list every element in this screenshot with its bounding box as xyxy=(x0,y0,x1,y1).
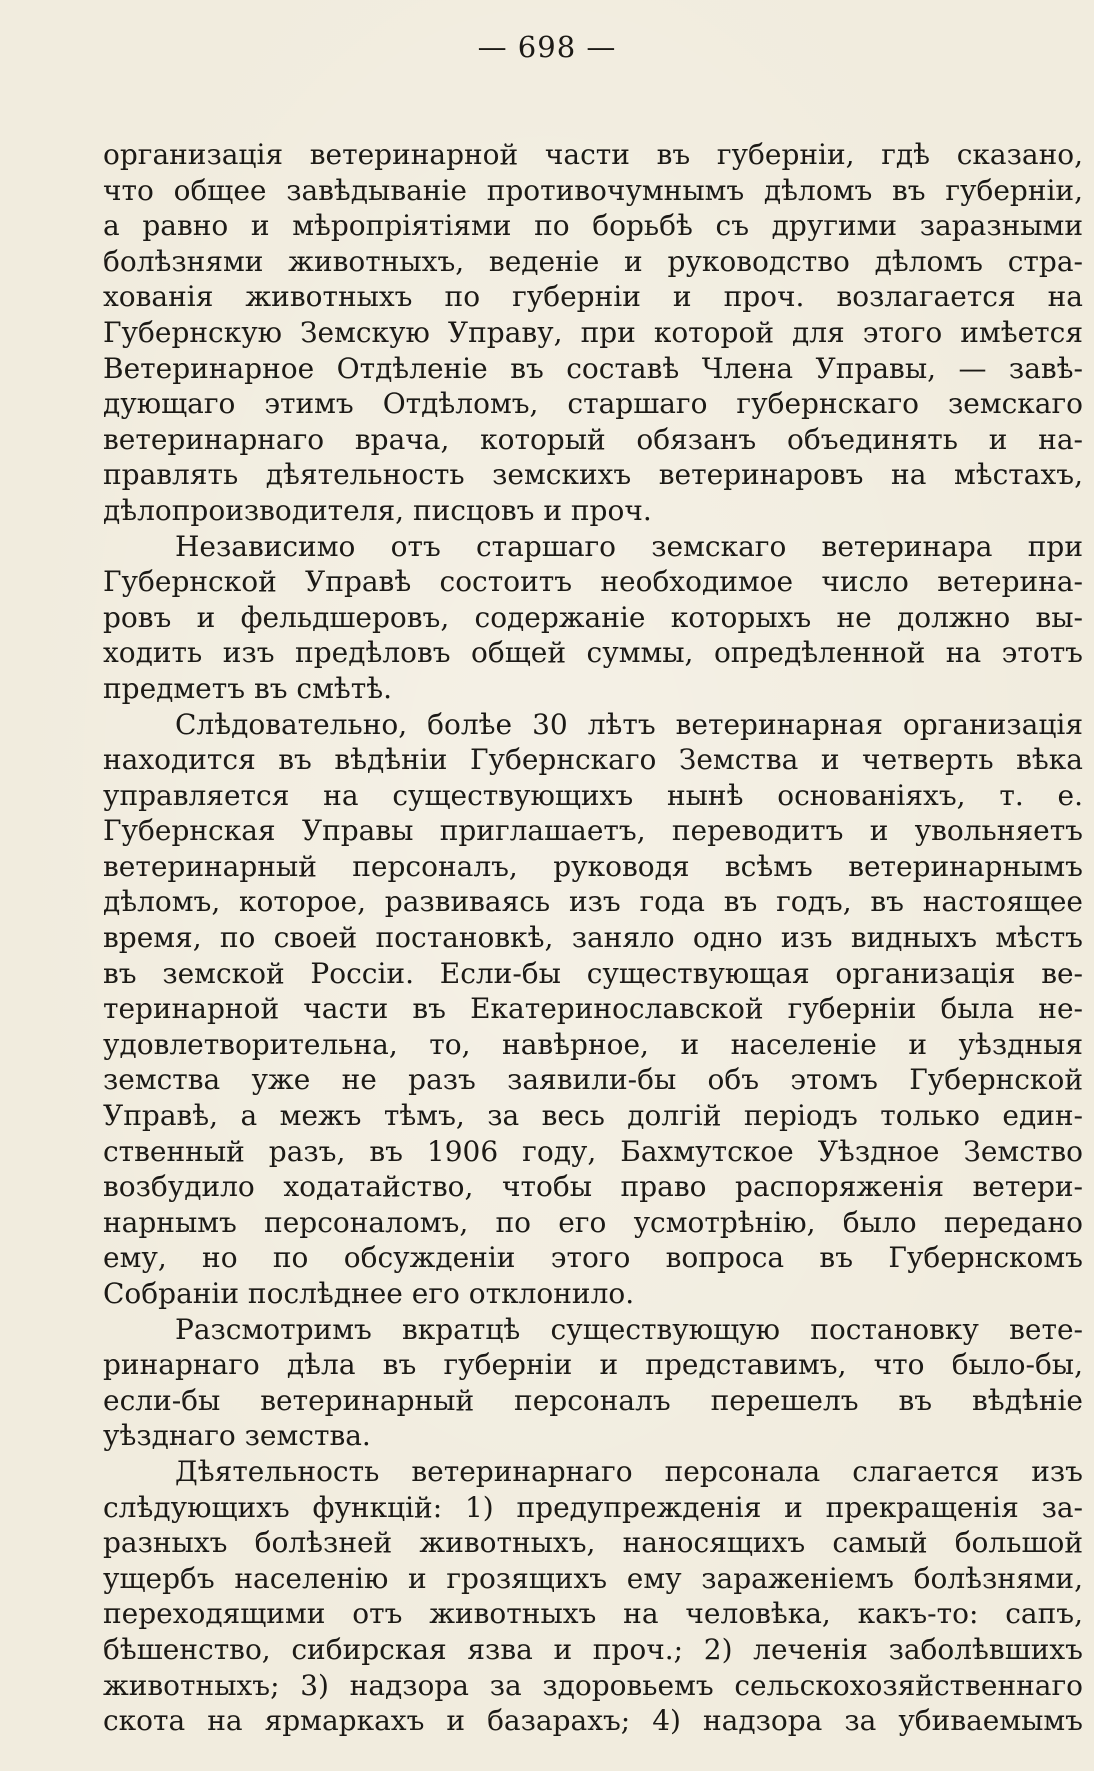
text-line: Управѣ, а межъ тѣмъ, за весь долгій періодъ только един- xyxy=(103,1099,1083,1133)
text-line: находится въ вѣдѣніи Губернскаго Земства и четверть вѣка xyxy=(103,743,1083,777)
text-line: удовлетворительна, то, навѣрное, и населеніе и уѣздныя xyxy=(103,1027,1083,1061)
text-line: Независимо отъ старшаго земскаго ветеринара при xyxy=(175,529,1083,563)
text-line: ственный разъ, въ 1906 году, Бахмутское Уѣздное Земство xyxy=(103,1134,1083,1168)
text-line: время, по своей постановкѣ, заняло одно изъ видныхъ мѣстъ xyxy=(103,921,1083,955)
text-line: дующаго этимъ Отдѣломъ, старшаго губернскаго земскаго xyxy=(103,387,1083,421)
text-line: ринарнаго дѣла въ губерніи и представимъ, что было-бы, xyxy=(103,1348,1083,1382)
text-line: переходящими отъ животныхъ на человѣка, какъ-то: сапъ, xyxy=(103,1597,1083,1631)
text-line: бѣшенство, сибирская язва и проч.; 2) леченія заболѣвшихъ xyxy=(103,1632,1083,1666)
text-line: дѣломъ, которое, развиваясь изъ года въ годъ, въ настоящее xyxy=(103,885,1083,919)
text-line: Дѣятельность ветеринарнаго персонала слагается изъ xyxy=(175,1454,1083,1488)
text-line: организація ветеринарной части въ губерніи, гдѣ сказано, xyxy=(103,138,1083,171)
text-line: управляется на существующихъ нынѣ основаніяхъ, т. е. xyxy=(103,778,1083,812)
text-line: предметъ въ смѣтѣ. xyxy=(103,671,393,705)
text-line: Ветеринарное Отдѣленіе въ составѣ Члена Управы, — завѣ- xyxy=(103,351,1083,385)
text-line: въ земской Россіи. Если-бы существующая организація ве- xyxy=(103,956,1083,990)
body-text xyxy=(103,137,1083,1739)
text-line: ходить изъ предѣловъ общей суммы, опредѣленной на этотъ xyxy=(103,636,1083,670)
text-line: Губернскую Земскую Управу, при которой для этого имѣется xyxy=(103,315,1083,349)
text-line: ущербъ населенію и грозящихъ ему зараженіемъ болѣзнями, xyxy=(103,1561,1083,1595)
text-line: болѣзнями животныхъ, веденіе и руководство дѣломъ стра- xyxy=(103,244,1083,278)
text-line: а равно и мѣропріятіями по борьбѣ съ другими заразными xyxy=(103,209,1083,243)
text-line: Слѣдовательно, болѣе 30 лѣтъ ветеринарная организація xyxy=(175,707,1083,741)
text-line: Губернская Управы приглашаетъ, переводитъ и увольняетъ xyxy=(103,814,1083,848)
text-line: правлять дѣятельность земскихъ ветеринаровъ на мѣстахъ, xyxy=(103,458,1083,492)
text-line: что общее завѣдываніе противочумнымъ дѣломъ въ губерніи, xyxy=(103,173,1083,207)
text-line: нарнымъ персоналомъ, по его усмотрѣнію, было передано xyxy=(103,1205,1083,1239)
text-line: ветеринарнаго врача, который обязанъ объединять и на- xyxy=(103,422,1083,456)
text-line: уѣзднаго земства. xyxy=(103,1419,371,1453)
text-line: скота на ярмаркахъ и базарахъ; 4) надзора за убиваемымъ xyxy=(103,1704,1083,1738)
text-line: Разсмотримъ вкратцѣ существующую постановку вете- xyxy=(175,1312,1083,1346)
text-line: разныхъ болѣзней животныхъ, наносящихъ самый большой xyxy=(103,1526,1083,1560)
text-line: ему, но по обсужденіи этого вопроса въ Губернскомъ xyxy=(103,1241,1083,1275)
page-number: — 698 — xyxy=(477,30,617,64)
text-line: если-бы ветеринарный персоналъ перешелъ въ вѣдѣніе xyxy=(103,1383,1083,1417)
text-line: Собраніи послѣднее его отклонило. xyxy=(103,1277,635,1310)
text-line: дѣлопроизводителя, писцовъ и проч. xyxy=(103,493,652,527)
text-line: земства уже не разъ заявили-бы объ этомъ Губернской xyxy=(103,1063,1083,1097)
text-line: ровъ и фельдшеровъ, содержаніе которыхъ не должно вы- xyxy=(103,600,1083,634)
text-line: животныхъ; 3) надзора за здоровьемъ сельскохозяйственнаго xyxy=(103,1668,1083,1702)
text-line: слѣдующихъ функцій: 1) предупрежденія и прекращенія за- xyxy=(103,1490,1083,1524)
text-line: возбудило ходатайство, чтобы право распоряженія ветери- xyxy=(103,1170,1083,1204)
text-line: теринарной части въ Екатеринославской губерніи была не- xyxy=(103,992,1083,1026)
text-line: хованія животныхъ по губерніи и проч. возлагается на xyxy=(103,280,1083,314)
text-line: ветеринарный персоналъ, руководя всѣмъ ветеринарнымъ xyxy=(103,849,1083,883)
text-line: Губернской Управѣ состоитъ необходимое число ветерина- xyxy=(103,565,1083,599)
